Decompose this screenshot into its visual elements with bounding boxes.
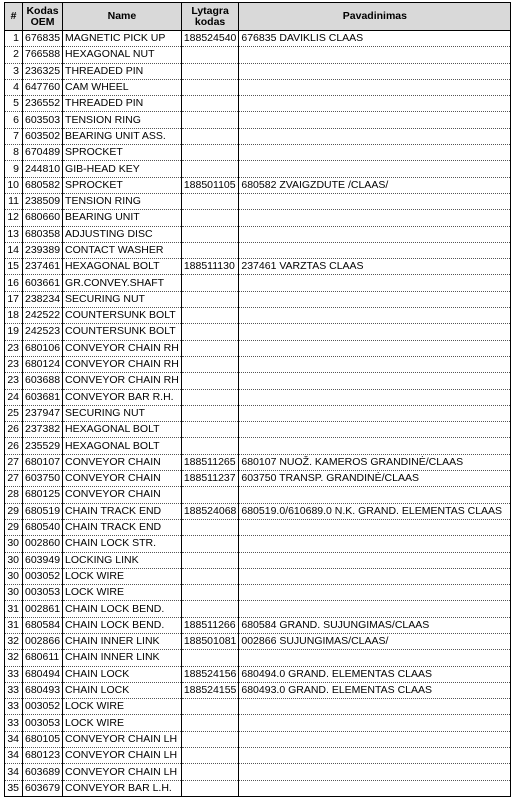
table-row <box>5 177 511 193</box>
cell-lytagra-code[interactable] <box>181 731 239 747</box>
cell-name[interactable]: SECURING NUT <box>63 405 182 421</box>
cell-number[interactable]: 7 <box>5 128 23 144</box>
cell-description[interactable] <box>239 422 511 438</box>
cell-number[interactable]: 23 <box>5 356 23 372</box>
cell-number[interactable]: 33 <box>5 666 23 682</box>
cell-number[interactable]: 29 <box>5 503 23 519</box>
header-oem-code[interactable]: Kodas OEM <box>23 3 63 31</box>
cell-description[interactable] <box>239 748 511 764</box>
table-row <box>5 291 511 307</box>
cell-number[interactable]: 30 <box>5 568 23 584</box>
table-row <box>5 356 511 372</box>
cell-lytagra-code[interactable] <box>181 650 239 666</box>
cell-name[interactable]: HEXAGONAL BOLT <box>63 438 182 454</box>
cell-oem-code[interactable]: 237461 <box>23 259 63 275</box>
cell-oem-code[interactable]: 242522 <box>23 308 63 324</box>
cell-oem-code[interactable]: 238234 <box>23 291 63 307</box>
table-row <box>5 210 511 226</box>
cell-lytagra-code[interactable] <box>181 63 239 79</box>
cell-lytagra-code[interactable] <box>181 161 239 177</box>
cell-name[interactable]: MAGNETIC PICK UP <box>63 31 182 47</box>
cell-description[interactable]: 680107 NUOŽ. KAMEROS GRANDINĖ/CLAAS <box>239 454 511 470</box>
cell-name[interactable]: HEXAGONAL BOLT <box>63 259 182 275</box>
cell-description[interactable] <box>239 699 511 715</box>
cell-number[interactable]: 31 <box>5 617 23 633</box>
cell-description[interactable] <box>239 308 511 324</box>
cell-description[interactable]: 676835 DAVIKLIS CLAAS <box>239 31 511 47</box>
cell-name[interactable]: CONVEYOR CHAIN <box>63 454 182 470</box>
cell-name[interactable]: CONVEYOR CHAIN LH <box>63 748 182 764</box>
cell-number[interactable]: 6 <box>5 112 23 128</box>
cell-description[interactable]: 603750 TRANSP. GRANDINĖ/CLAAS <box>239 471 511 487</box>
cell-description[interactable] <box>239 210 511 226</box>
cell-lytagra-code[interactable]: 188524155 <box>181 682 239 698</box>
cell-description[interactable] <box>239 291 511 307</box>
cell-description[interactable] <box>239 731 511 747</box>
cell-oem-code[interactable]: 680493 <box>23 682 63 698</box>
cell-lytagra-code[interactable] <box>181 112 239 128</box>
cell-description[interactable] <box>239 650 511 666</box>
cell-description[interactable]: 002866 SUJUNGIMAS/CLAAS/ <box>239 633 511 649</box>
cell-name[interactable]: GIB-HEAD KEY <box>63 161 182 177</box>
cell-lytagra-code[interactable] <box>181 373 239 389</box>
cell-description[interactable]: 680494.0 GRAND. ELEMENTAS CLAAS <box>239 666 511 682</box>
cell-oem-code[interactable]: 680125 <box>23 487 63 503</box>
cell-name[interactable]: COUNTERSUNK BOLT <box>63 324 182 340</box>
cell-oem-code[interactable]: 680106 <box>23 340 63 356</box>
cell-name[interactable]: CONVEYOR CHAIN RH <box>63 373 182 389</box>
cell-number[interactable]: 13 <box>5 226 23 242</box>
cell-number[interactable]: 23 <box>5 340 23 356</box>
cell-lytagra-code[interactable] <box>181 145 239 161</box>
cell-description[interactable] <box>239 47 511 63</box>
cell-lytagra-code[interactable] <box>181 226 239 242</box>
table-row <box>5 471 511 487</box>
cell-oem-code[interactable]: 680611 <box>23 650 63 666</box>
table-row <box>5 731 511 747</box>
cell-name[interactable]: COUNTERSUNK BOLT <box>63 308 182 324</box>
cell-lytagra-code[interactable]: 188511265 <box>181 454 239 470</box>
cell-lytagra-code[interactable] <box>181 487 239 503</box>
cell-number[interactable]: 26 <box>5 422 23 438</box>
cell-description[interactable] <box>239 373 511 389</box>
cell-number[interactable]: 32 <box>5 633 23 649</box>
cell-description[interactable] <box>239 405 511 421</box>
cell-lytagra-code[interactable]: 188524068 <box>181 503 239 519</box>
table-row <box>5 780 511 796</box>
cell-name[interactable]: LOCK WIRE <box>63 568 182 584</box>
cell-description[interactable]: 680519.0/610689.0 N.K. GRAND. ELEMENTAS CLAAS <box>239 503 511 519</box>
cell-oem-code[interactable]: 680582 <box>23 177 63 193</box>
cell-description[interactable] <box>239 340 511 356</box>
cell-name[interactable]: HEXAGONAL BOLT <box>63 422 182 438</box>
cell-description[interactable] <box>239 161 511 177</box>
cell-description[interactable] <box>239 112 511 128</box>
cell-lytagra-code[interactable] <box>181 210 239 226</box>
cell-description[interactable] <box>239 128 511 144</box>
table-row <box>5 617 511 633</box>
cell-number[interactable]: 16 <box>5 275 23 291</box>
cell-description[interactable] <box>239 96 511 112</box>
cell-number[interactable]: 25 <box>5 405 23 421</box>
cell-number[interactable]: 23 <box>5 373 23 389</box>
cell-name[interactable]: LOCK WIRE <box>63 699 182 715</box>
cell-number[interactable]: 30 <box>5 552 23 568</box>
cell-lytagra-code[interactable] <box>181 324 239 340</box>
cell-description[interactable] <box>239 242 511 258</box>
cell-name[interactable]: SPROCKET <box>63 145 182 161</box>
cell-oem-code[interactable]: 680358 <box>23 226 63 242</box>
cell-oem-code[interactable]: 680123 <box>23 748 63 764</box>
table-row <box>5 340 511 356</box>
cell-oem-code[interactable]: 603689 <box>23 764 63 780</box>
cell-name[interactable]: CHAIN LOCK BEND. <box>63 601 182 617</box>
cell-number[interactable]: 8 <box>5 145 23 161</box>
cell-description[interactable] <box>239 275 511 291</box>
cell-number[interactable]: 9 <box>5 161 23 177</box>
cell-name[interactable]: CHAIN TRACK END <box>63 519 182 535</box>
table-row <box>5 633 511 649</box>
cell-oem-code[interactable]: 242523 <box>23 324 63 340</box>
cell-description[interactable] <box>239 552 511 568</box>
table-row <box>5 128 511 144</box>
cell-number[interactable]: 33 <box>5 699 23 715</box>
cell-lytagra-code[interactable] <box>181 552 239 568</box>
table-row <box>5 503 511 519</box>
cell-oem-code[interactable]: 603681 <box>23 389 63 405</box>
cell-oem-code[interactable]: 680124 <box>23 356 63 372</box>
cell-number[interactable]: 24 <box>5 389 23 405</box>
cell-name[interactable]: CHAIN LOCK STR. <box>63 536 182 552</box>
cell-name[interactable]: CONVEYOR BAR R.H. <box>63 389 182 405</box>
cell-lytagra-code[interactable] <box>181 699 239 715</box>
cell-lytagra-code[interactable] <box>181 242 239 258</box>
cell-name[interactable]: CHAIN LOCK <box>63 666 182 682</box>
cell-oem-code[interactable]: 603502 <box>23 128 63 144</box>
table-row <box>5 568 511 584</box>
cell-oem-code[interactable]: 002860 <box>23 536 63 552</box>
cell-oem-code[interactable]: 244810 <box>23 161 63 177</box>
parts-spreadsheet <box>4 2 511 797</box>
cell-oem-code[interactable]: 002866 <box>23 633 63 649</box>
header-description[interactable]: Pavadinimas <box>239 3 511 31</box>
cell-lytagra-code[interactable]: 188511266 <box>181 617 239 633</box>
cell-number[interactable]: 27 <box>5 454 23 470</box>
cell-oem-code[interactable]: 603661 <box>23 275 63 291</box>
table-row <box>5 242 511 258</box>
cell-description[interactable] <box>239 226 511 242</box>
table-row <box>5 308 511 324</box>
cell-name[interactable]: CHAIN INNER LINK <box>63 633 182 649</box>
table-row <box>5 145 511 161</box>
cell-name[interactable]: CONTACT WASHER <box>63 242 182 258</box>
cell-lytagra-code[interactable]: 188511237 <box>181 471 239 487</box>
table-row <box>5 259 511 275</box>
table-row <box>5 536 511 552</box>
table-row <box>5 63 511 79</box>
cell-description[interactable] <box>239 601 511 617</box>
cell-name[interactable]: HEXAGONAL NUT <box>63 47 182 63</box>
cell-lytagra-code[interactable] <box>181 715 239 731</box>
cell-name[interactable]: CONVEYOR CHAIN LH <box>63 731 182 747</box>
cell-lytagra-code[interactable] <box>181 128 239 144</box>
cell-description[interactable] <box>239 79 511 95</box>
cell-oem-code[interactable]: 680107 <box>23 454 63 470</box>
cell-name[interactable]: THREADED PIN <box>63 63 182 79</box>
table-row <box>5 454 511 470</box>
cell-oem-code[interactable]: 235529 <box>23 438 63 454</box>
cell-number[interactable]: 4 <box>5 79 23 95</box>
table-row <box>5 226 511 242</box>
cell-oem-code[interactable]: 236325 <box>23 63 63 79</box>
cell-oem-code[interactable]: 680584 <box>23 617 63 633</box>
cell-number[interactable]: 5 <box>5 96 23 112</box>
cell-description[interactable]: 680584 GRAND. SUJUNGIMAS/CLAAS <box>239 617 511 633</box>
cell-lytagra-code[interactable] <box>181 438 239 454</box>
cell-lytagra-code[interactable] <box>181 308 239 324</box>
table-row <box>5 79 511 95</box>
cell-lytagra-code[interactable] <box>181 47 239 63</box>
cell-oem-code[interactable]: 680660 <box>23 210 63 226</box>
cell-name[interactable]: CHAIN TRACK END <box>63 503 182 519</box>
cell-number[interactable]: 30 <box>5 585 23 601</box>
cell-number[interactable]: 35 <box>5 780 23 796</box>
cell-oem-code[interactable]: 238509 <box>23 193 63 209</box>
cell-name[interactable]: CONVEYOR CHAIN LH <box>63 764 182 780</box>
cell-description[interactable] <box>239 63 511 79</box>
table-row <box>5 650 511 666</box>
cell-lytagra-code[interactable] <box>181 764 239 780</box>
cell-oem-code[interactable]: 603750 <box>23 471 63 487</box>
cell-lytagra-code[interactable] <box>181 340 239 356</box>
cell-number[interactable]: 29 <box>5 519 23 535</box>
table-row <box>5 324 511 340</box>
header-name[interactable]: Name <box>63 3 182 31</box>
parts-table <box>4 2 511 797</box>
table-row <box>5 764 511 780</box>
cell-oem-code[interactable]: 670489 <box>23 145 63 161</box>
cell-number[interactable]: 27 <box>5 471 23 487</box>
cell-oem-code[interactable]: 680519 <box>23 503 63 519</box>
table-row <box>5 193 511 209</box>
cell-lytagra-code[interactable] <box>181 275 239 291</box>
cell-oem-code[interactable]: 003053 <box>23 585 63 601</box>
table-row <box>5 275 511 291</box>
cell-lytagra-code[interactable] <box>181 748 239 764</box>
cell-oem-code[interactable]: 603679 <box>23 780 63 796</box>
cell-lytagra-code[interactable] <box>181 356 239 372</box>
cell-oem-code[interactable]: 236552 <box>23 96 63 112</box>
cell-description[interactable]: 237461 VARZTAS CLAAS <box>239 259 511 275</box>
cell-oem-code[interactable]: 237947 <box>23 405 63 421</box>
table-row <box>5 699 511 715</box>
cell-oem-code[interactable]: 603503 <box>23 112 63 128</box>
cell-oem-code[interactable]: 003052 <box>23 568 63 584</box>
table-row <box>5 438 511 454</box>
cell-name[interactable]: CONVEYOR CHAIN RH <box>63 356 182 372</box>
table-row <box>5 715 511 731</box>
cell-name[interactable]: ADJUSTING DISC <box>63 226 182 242</box>
cell-name[interactable]: CAM WHEEL <box>63 79 182 95</box>
cell-lytagra-code[interactable] <box>181 291 239 307</box>
cell-name[interactable]: GR.CONVEY.SHAFT <box>63 275 182 291</box>
cell-oem-code[interactable]: 680540 <box>23 519 63 535</box>
cell-name[interactable]: CHAIN LOCK BEND. <box>63 617 182 633</box>
cell-lytagra-code[interactable] <box>181 389 239 405</box>
cell-oem-code[interactable]: 237382 <box>23 422 63 438</box>
header-row <box>5 3 511 31</box>
cell-name[interactable]: BEARING UNIT <box>63 210 182 226</box>
header-lytagra-code[interactable]: Lytagra kodas <box>181 3 239 31</box>
table-row <box>5 389 511 405</box>
table-row <box>5 487 511 503</box>
table-row <box>5 748 511 764</box>
cell-name[interactable]: TENSION RING <box>63 112 182 128</box>
cell-name[interactable]: CONVEYOR BAR L.H. <box>63 780 182 796</box>
cell-oem-code[interactable]: 766588 <box>23 47 63 63</box>
cell-oem-code[interactable]: 002861 <box>23 601 63 617</box>
cell-oem-code[interactable]: 603688 <box>23 373 63 389</box>
cell-description[interactable] <box>239 356 511 372</box>
cell-number[interactable]: 32 <box>5 650 23 666</box>
cell-lytagra-code[interactable]: 188524540 <box>181 31 239 47</box>
cell-lytagra-code[interactable] <box>181 585 239 601</box>
cell-description[interactable] <box>239 324 511 340</box>
cell-number[interactable]: 17 <box>5 291 23 307</box>
cell-number[interactable]: 1 <box>5 31 23 47</box>
cell-lytagra-code[interactable]: 188501081 <box>181 633 239 649</box>
cell-name[interactable]: TENSION RING <box>63 193 182 209</box>
cell-number[interactable]: 19 <box>5 324 23 340</box>
table-row <box>5 31 511 47</box>
table-row <box>5 161 511 177</box>
cell-oem-code[interactable]: 003052 <box>23 699 63 715</box>
cell-number[interactable]: 2 <box>5 47 23 63</box>
cell-description[interactable] <box>239 715 511 731</box>
cell-name[interactable]: CHAIN LOCK <box>63 682 182 698</box>
cell-oem-code[interactable]: 680105 <box>23 731 63 747</box>
cell-number[interactable]: 34 <box>5 764 23 780</box>
cell-number[interactable]: 31 <box>5 601 23 617</box>
cell-number[interactable]: 11 <box>5 193 23 209</box>
cell-name[interactable]: THREADED PIN <box>63 96 182 112</box>
cell-number[interactable]: 28 <box>5 487 23 503</box>
cell-number[interactable]: 18 <box>5 308 23 324</box>
cell-oem-code[interactable]: 676835 <box>23 31 63 47</box>
cell-description[interactable]: 680493.0 GRAND. ELEMENTAS CLAAS <box>239 682 511 698</box>
cell-description[interactable]: 680582 ZVAIGZDUTE /CLAAS/ <box>239 177 511 193</box>
cell-number[interactable]: 33 <box>5 682 23 698</box>
cell-description[interactable] <box>239 145 511 161</box>
table-row <box>5 112 511 128</box>
cell-number[interactable]: 10 <box>5 177 23 193</box>
cell-name[interactable]: SECURING NUT <box>63 291 182 307</box>
cell-description[interactable] <box>239 438 511 454</box>
cell-name[interactable]: CONVEYOR CHAIN RH <box>63 340 182 356</box>
cell-name[interactable]: LOCK WIRE <box>63 585 182 601</box>
cell-number[interactable]: 12 <box>5 210 23 226</box>
cell-description[interactable] <box>239 585 511 601</box>
cell-lytagra-code[interactable] <box>181 519 239 535</box>
cell-description[interactable] <box>239 780 511 796</box>
cell-name[interactable]: CONVEYOR CHAIN <box>63 471 182 487</box>
cell-number[interactable]: 34 <box>5 748 23 764</box>
cell-lytagra-code[interactable] <box>181 536 239 552</box>
cell-oem-code[interactable]: 680494 <box>23 666 63 682</box>
cell-description[interactable] <box>239 536 511 552</box>
cell-lytagra-code[interactable] <box>181 193 239 209</box>
cell-number[interactable]: 34 <box>5 731 23 747</box>
cell-number[interactable]: 3 <box>5 63 23 79</box>
cell-oem-code[interactable]: 003053 <box>23 715 63 731</box>
cell-description[interactable] <box>239 389 511 405</box>
table-row <box>5 519 511 535</box>
cell-description[interactable] <box>239 193 511 209</box>
cell-description[interactable] <box>239 764 511 780</box>
cell-lytagra-code[interactable]: 188524156 <box>181 666 239 682</box>
table-row <box>5 47 511 63</box>
table-row <box>5 96 511 112</box>
cell-name[interactable]: BEARING UNIT ASS. <box>63 128 182 144</box>
cell-number[interactable]: 26 <box>5 438 23 454</box>
cell-lytagra-code[interactable]: 188511130 <box>181 259 239 275</box>
table-row <box>5 422 511 438</box>
cell-lytagra-code[interactable] <box>181 568 239 584</box>
table-row <box>5 552 511 568</box>
cell-number[interactable]: 33 <box>5 715 23 731</box>
cell-lytagra-code[interactable] <box>181 96 239 112</box>
cell-lytagra-code[interactable]: 188501105 <box>181 177 239 193</box>
table-row <box>5 373 511 389</box>
cell-name[interactable]: LOCK WIRE <box>63 715 182 731</box>
table-row <box>5 585 511 601</box>
cell-oem-code[interactable]: 239389 <box>23 242 63 258</box>
table-row <box>5 601 511 617</box>
cell-name[interactable]: CHAIN INNER LINK <box>63 650 182 666</box>
cell-number[interactable]: 15 <box>5 259 23 275</box>
cell-lytagra-code[interactable] <box>181 405 239 421</box>
cell-name[interactable]: LOCKING LINK <box>63 552 182 568</box>
table-row <box>5 666 511 682</box>
header-number[interactable]: # <box>5 3 23 31</box>
cell-oem-code[interactable]: 603949 <box>23 552 63 568</box>
cell-description[interactable] <box>239 519 511 535</box>
cell-lytagra-code[interactable] <box>181 780 239 796</box>
cell-lytagra-code[interactable] <box>181 601 239 617</box>
cell-name[interactable]: CONVEYOR CHAIN <box>63 487 182 503</box>
cell-description[interactable] <box>239 568 511 584</box>
cell-oem-code[interactable]: 647760 <box>23 79 63 95</box>
cell-description[interactable] <box>239 487 511 503</box>
cell-lytagra-code[interactable] <box>181 79 239 95</box>
cell-lytagra-code[interactable] <box>181 422 239 438</box>
cell-number[interactable]: 30 <box>5 536 23 552</box>
cell-number[interactable]: 14 <box>5 242 23 258</box>
table-row <box>5 682 511 698</box>
table-row <box>5 405 511 421</box>
cell-name[interactable]: SPROCKET <box>63 177 182 193</box>
